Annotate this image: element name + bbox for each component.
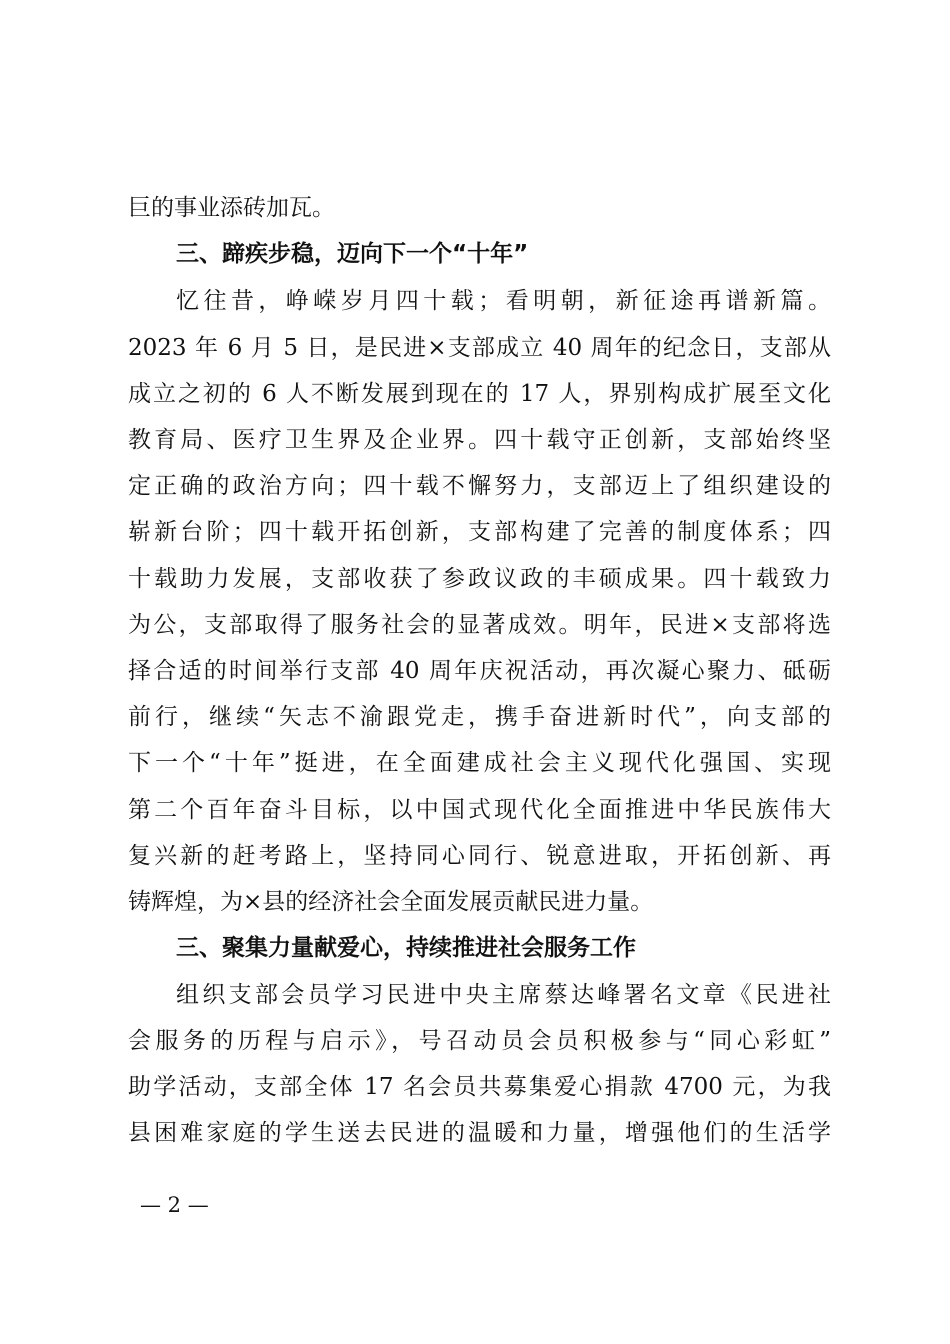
paragraph-line: 第二个百年奋斗目标，以中国式现代化全面推进中华民族伟大 — [128, 797, 831, 823]
paragraph-line: 组织支部会员学习民进中央主席蔡达峰署名文章《民进社 — [176, 982, 831, 1008]
paragraph-line: 为公，支部取得了服务社会的显著成效。明年，民进×支部将选 — [128, 612, 831, 638]
paragraph-line: 2023 年 6 月 5 日，是民进×支部成立 40 周年的纪念日，支部从 — [128, 335, 831, 361]
paragraph-line: 择合适的时间举行支部 40 周年庆祝活动，再次凝心聚力、砥砺 — [128, 658, 831, 684]
paragraph-line: 下一个“十年”挺进，在全面建成社会主义现代化强国、实现 — [128, 750, 831, 776]
paragraph-line: 会服务的历程与启示》，号召动员会员积极参与“同心彩虹” — [128, 1028, 831, 1054]
section-heading-social-service: 三、聚集力量献爱心，持续推进社会服务工作 — [176, 935, 636, 961]
paragraph-line: 前行，继续“矢志不渝跟党走，携手奋进新时代”，向支部的 — [128, 704, 831, 730]
paragraph-line: 县困难家庭的学生送去民进的温暖和力量，增强他们的生活学 — [128, 1120, 831, 1146]
paragraph-line: 定正确的政治方向；四十载不懈努力，支部迈上了组织建设的 — [128, 473, 831, 499]
paragraph-line: 十载助力发展，支部收获了参政议政的丰硕成果。四十载致力 — [128, 566, 831, 592]
continuation-line: 巨的事业添砖加瓦。 — [128, 195, 335, 221]
paragraph-line: 忆往昔，峥嵘岁月四十载；看明朝，新征途再谱新篇。 — [176, 288, 831, 314]
page-number: — 2 — — [140, 1193, 209, 1217]
paragraph-line: 成立之初的 6 人不断发展到现在的 17 人，界别构成扩展至文化 — [128, 381, 831, 407]
paragraph-line: 复兴新的赶考路上，坚持同心同行、锐意进取，开拓创新、再 — [128, 843, 831, 869]
paragraph-line: 崭新台阶；四十载开拓创新，支部构建了完善的制度体系；四 — [128, 519, 831, 545]
section-heading-next-decade: 三、蹄疾步稳，迈向下一个“十年” — [176, 241, 529, 267]
paragraph-line: 教育局、医疗卫生界及企业界。四十载守正创新，支部始终坚 — [128, 427, 831, 453]
paragraph-line: 助学活动，支部全体 17 名会员共募集爱心捐款 4700 元，为我 — [128, 1074, 831, 1100]
paragraph-line: 铸辉煌，为×县的经济社会全面发展贡献民进力量。 — [128, 889, 654, 915]
